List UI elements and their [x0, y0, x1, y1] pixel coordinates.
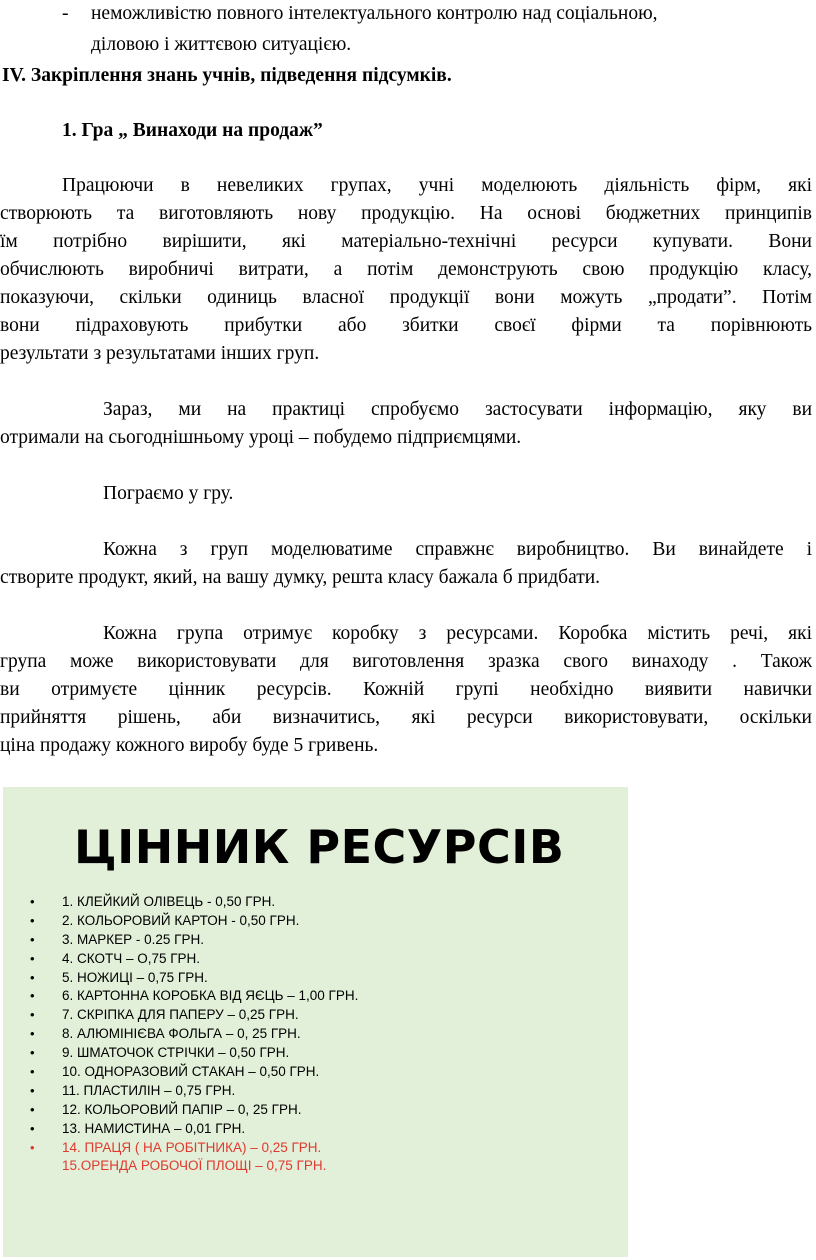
bullet-icon: •: [30, 1064, 35, 1080]
price-list-item: • 5. НОЖИЦІ – 0,75 ГРН.: [28, 969, 358, 988]
price-list-item: • 12. КОЛЬОРОВИЙ ПАПІР – 0, 25 ГРН.: [28, 1101, 358, 1120]
price-list: [28, 893, 358, 1176]
bullet-icon: •: [30, 912, 35, 928]
bullet-icon: •: [30, 931, 35, 947]
price-list-item: • 1. КЛЕЙКИЙ ОЛІВЕЦЬ - 0,50 ГРН.: [28, 893, 358, 912]
bullet-icon: •: [30, 1026, 35, 1042]
bullet-text-line1: неможливістю повного інтелектуального контролю над соціальною,: [91, 3, 658, 24]
p5-line: група може використовувати для виготовлення зразка свого винаходу . Також: [0, 651, 812, 672]
bullet-icon: •: [30, 988, 35, 1004]
game-heading: 1. Гра „ Винаходи на продаж”: [62, 120, 323, 141]
bullet-icon: •: [30, 1082, 35, 1098]
price-list-item: • 13. НАМИСТИНА – 0,01 ГРН.: [28, 1120, 358, 1139]
p1-line: їм потрібно вирішити, які матеріально-технічні ресурси купувати. Вони: [0, 231, 812, 252]
p4-last-line: створите продукт, який, на вашу думку, решта класу бажала б придбати.: [0, 567, 601, 588]
p5-line: Кожна група отримує коробку з ресурсами. Коробка містить речі, які: [103, 623, 812, 644]
p5-line: ви отримуєте цінник ресурсів. Кожній групі необхідно виявити навички: [0, 679, 812, 700]
p5-last-line: ціна продажу кожного виробу буде 5 гривень.: [0, 735, 379, 756]
p1-line: обчислюють виробничі витрати, а потім демонструють свою продукцію класу,: [0, 259, 812, 280]
p1-line: вони підраховують прибутки або збитки своєї фірми та порівнюють: [0, 315, 812, 336]
price-list-item-highlight: 15.ОРЕНДА РОБОЧОЇ ПЛОЩІ – 0,75 ГРН.: [62, 1158, 327, 1174]
section-heading: IV. Закріплення знань учнів, підведення підсумків.: [2, 65, 452, 86]
price-list-item: • 8. АЛЮМІНІЄВА ФОЛЬГА – 0, 25 ГРН.: [28, 1025, 358, 1044]
price-list-item: • 9. ШМАТОЧОК СТРІЧКИ – 0,50 ГРН.: [28, 1044, 358, 1063]
bullet-icon: •: [30, 1101, 35, 1117]
bullet-icon: •: [30, 1120, 35, 1136]
p1-line: показуючи, скільки одиниць власної продукції вони можуть „продати”. Потім: [0, 287, 812, 308]
p4-line: Кожна з груп моделюватиме справжнє виробництво. Ви винайдете і: [103, 539, 812, 560]
price-list-item: • 3. МАРКЕР - 0.25 ГРН.: [28, 931, 358, 950]
bullet-icon: •: [30, 894, 35, 909]
bullet-text-line2: діловою і життєвою ситуацією.: [91, 34, 352, 55]
price-list-item: • 10. ОДНОРАЗОВИЙ СТАКАН – 0,50 ГРН.: [28, 1063, 358, 1082]
price-list-item-highlight: • 14. ПРАЦЯ ( НА РОБІТНИКА) – 0,25 ГРН.: [28, 1139, 358, 1158]
bullet-icon: •: [30, 1007, 35, 1023]
p5-line: прийняття рішень, аби визначитись, які ресурси використовувати, оскільки: [0, 707, 812, 728]
price-list-item: • 7. СКРІПКА ДЛЯ ПАПЕРУ – 0,25 ГРН.: [28, 1006, 358, 1025]
bullet-icon: •: [30, 950, 35, 966]
p1-last-line: результати з результатами інших груп.: [0, 343, 320, 364]
bullet-icon: •: [30, 1045, 35, 1061]
price-list-title: ЦІННИК РЕСУРСІВ: [74, 820, 565, 874]
price-list-item: • 2. КОЛЬОРОВИЙ КАРТОН - 0,50 ГРН.: [28, 912, 358, 931]
p3-line: Пограємо у гру.: [103, 483, 234, 504]
bullet-icon: •: [30, 1139, 35, 1155]
bullet-icon: •: [30, 969, 35, 985]
p2-line: Зараз, ми на практиці спробуємо застосувати інформацію, яку ви: [103, 399, 812, 420]
price-list-item: • 6. КАРТОННА КОРОБКА ВІД ЯЄЦЬ – 1,00 ГРН.: [28, 987, 358, 1006]
bullet-dash: -: [62, 3, 69, 24]
price-list-item: • 11. ПЛАСТИЛІН – 0,75 ГРН.: [28, 1082, 358, 1101]
p1-line: Працюючи в невеликих групах, учні моделюють діяльність фірм, які: [62, 175, 812, 196]
price-list-item: • 4. СКОТЧ – О,75 ГРН.: [28, 950, 358, 969]
p1-line: створюють та виготовляють нову продукцію. На основі бюджетних принципів: [0, 203, 812, 224]
p2-last-line: отримали на сьогоднішньому уроці – побудемо підприємцями.: [0, 427, 522, 448]
